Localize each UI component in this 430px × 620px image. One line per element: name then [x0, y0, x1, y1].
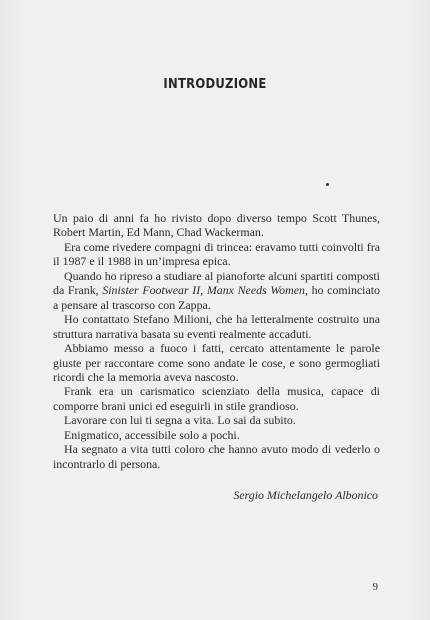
paragraph-8: Enigmatico, accessibile solo a pochi. — [64, 427, 240, 442]
title-separator: , — [200, 283, 207, 298]
chapter-title: INTRODUZIONE — [163, 76, 267, 92]
author-signature: Sergio Michelangelo Albonico — [233, 488, 378, 502]
paragraph-2: Era come rivedere compagni di trincea: eravamo tutti coinvolti fra il 1987 e il 1988 in un’impresa epica. — [53, 239, 380, 269]
paragraph-1: Un paio di anni fa ho rivisto dopo diverso tempo Scott Thunes, Robert Martin, Ed Mann, Chad Wackerman. — [53, 211, 380, 240]
paragraph-3-text-end: , ho cominciato a pensare al trascorso con Zappa. — [53, 283, 381, 312]
paragraph-3 — [53, 269, 380, 312]
paragraph-5: Abbiamo messo a fuoco i fatti, cercato attentamente le parole giuste per raccontare come sono andate le cose, e sono germogliati ricordi che la memoria aveva nascosto. — [53, 341, 380, 384]
paragraph-6: Frank era un carismatico scienziato della musica, capace di comporre brani unici ed eseguirli in stile grandioso. — [53, 384, 380, 413]
work-title-manx-needs-women: Manx Needs Women — [206, 283, 305, 298]
page-number: 9 — [372, 581, 378, 593]
introduction-body — [53, 211, 380, 471]
work-title-sinister-footwear: Sinister Footwear II — [102, 283, 201, 298]
paragraph-4: Ho contattato Stefano Milioni, che ha letteralmente costruito una struttura narrativa basata su eventi realmente accaduti. — [53, 312, 380, 341]
ink-speck — [326, 183, 329, 186]
paragraph-7: Lavorare con lui ti segna a vita. Lo sai da subito. — [64, 413, 296, 428]
paragraph-9: Ha segnato a vita tutti coloro che hanno avuto modo di vederlo o incontrarlo di persona. — [53, 442, 380, 471]
paragraph-3-text-start: Quando ho ripreso a studiare al pianoforte alcuni spartiti composti da Frank, — [53, 268, 380, 298]
